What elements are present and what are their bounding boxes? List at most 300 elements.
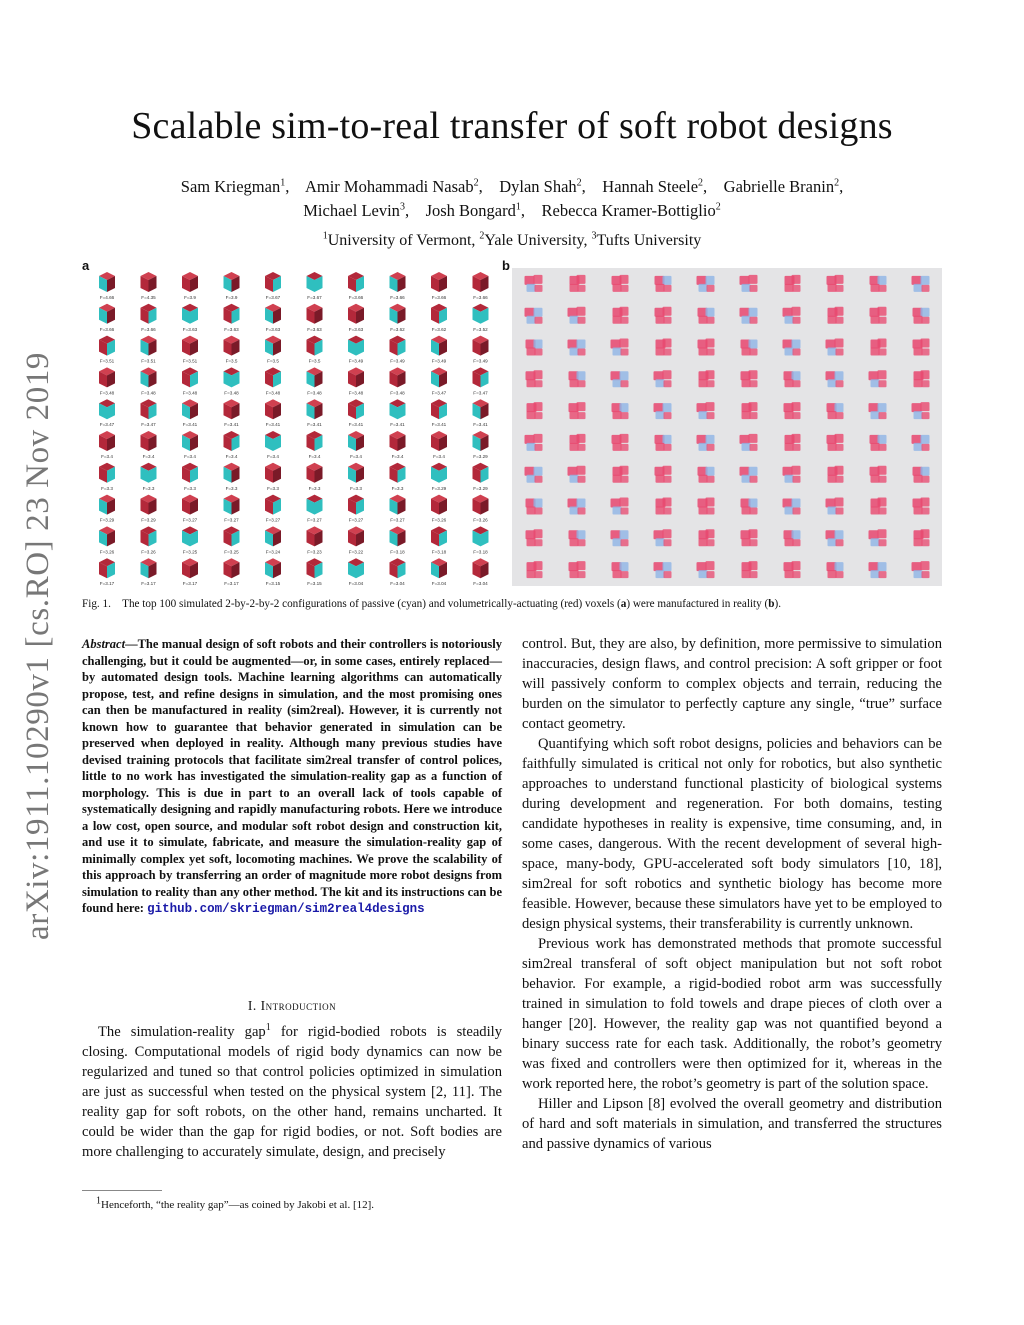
robot-photo <box>740 275 758 292</box>
fitness-label: F=3.63 <box>182 326 198 332</box>
robot-photo <box>826 498 844 515</box>
voxel-design <box>182 431 198 459</box>
fitness-label: F=3.41 <box>224 422 239 428</box>
voxel-design <box>348 431 364 459</box>
fitness-label: F=3.48 <box>99 390 115 396</box>
voxel-design <box>99 463 115 491</box>
voxel-design <box>431 336 447 364</box>
robot-photo <box>870 435 887 451</box>
voxel-design <box>99 336 115 364</box>
robot-photo <box>784 561 801 578</box>
robot-photo <box>740 308 758 324</box>
panel-b-label: b <box>502 258 510 273</box>
fitness-label: F=3.27 <box>307 517 322 523</box>
fitness-label: F=3.3 <box>267 485 279 491</box>
robot-photo <box>912 276 930 292</box>
voxel-design <box>224 367 240 395</box>
voxel-design <box>348 336 364 364</box>
fitness-label: F=3.9 <box>184 295 196 300</box>
robot-photo <box>869 403 887 419</box>
voxel-design <box>390 399 406 427</box>
robot-photo <box>869 529 887 546</box>
fitness-label: F=3.15 <box>265 581 281 587</box>
voxel-design <box>265 272 281 300</box>
voxel-design <box>224 526 240 554</box>
robot-photo <box>913 308 930 324</box>
robot-photo <box>869 370 887 387</box>
voxel-design <box>99 399 115 427</box>
fitness-label: F=3.48 <box>265 390 281 396</box>
voxel-design <box>141 526 157 554</box>
voxel-design <box>224 336 240 364</box>
robot-photo <box>612 434 629 451</box>
voxel-design <box>431 272 447 300</box>
voxel-design <box>224 431 240 459</box>
robot-photo <box>697 402 715 419</box>
fitness-label: F=3.67 <box>307 295 322 300</box>
voxel-design <box>390 431 406 459</box>
voxel-design <box>265 463 281 491</box>
fitness-label: F=3.29 <box>473 485 488 491</box>
voxel-design <box>99 526 115 554</box>
robot-photo <box>741 340 758 356</box>
voxel-design <box>348 304 364 332</box>
voxel-design <box>390 272 406 300</box>
figure-caption: Fig. 1. The top 100 simulated 2-by-2-by-2 configurations of passive (cyan) and volumetrically-actuating (red) voxels (a) were manufactured in reality (b). <box>82 598 782 610</box>
voxel-design <box>431 367 447 395</box>
fitness-label: F=3.63 <box>348 326 364 332</box>
voxel-design <box>390 558 406 586</box>
voxel-design <box>307 304 323 332</box>
fitness-label: F=3.25 <box>224 549 239 555</box>
abstract: Abstract—The manual design of soft robots and their controllers is notoriously challenging, but it could be augmented—or, in some cases, entirely replaced—by automated design tools. Machine learning algorithms can automatically propose, test, and refine designs in simulation, and the most promising ones can then be manufactured in reality (sim2real). However, it is currently not known how to guarantee that behavior generated in simulation can be preserved when deployed in reality. Although many previous studies have devised training protocols that facilitate sim2real transfer of control polices, little to no work has investigated the simulation-reality gap as a function of morphology. This is due in part to an overall lack of tools capable of systematically designing and rapidly manufacturing robots. Here we introduce a low cost, open source, and modular soft robot design and construction kit, and use it to simulate, fabricate, and measure the simulation-reality gap of minimally complex yet soft, locomoting machines. We prove the scalability of this approach by transferring an order of magnitude more robot designs from simulation to reality than any other method. The kit and its instructions can be found here: github.com/skriegman/sim2real4designs <box>82 637 502 916</box>
fitness-label: F=3.41 <box>307 422 322 428</box>
voxel-design <box>224 272 240 300</box>
robot-photo <box>569 371 586 387</box>
robot-photo <box>612 275 629 292</box>
voxel-design <box>307 463 323 491</box>
fitness-label: F=3.26 <box>141 549 156 555</box>
fitness-label: F=3.27 <box>348 517 364 523</box>
robot-photo <box>827 434 844 451</box>
fitness-label: F=3.52 <box>473 326 488 332</box>
author: Sam Kriegman <box>180 177 281 196</box>
voxel-design <box>265 399 281 427</box>
robot-photo <box>612 562 629 578</box>
fitness-label: F=3.22 <box>348 549 364 555</box>
fitness-label: F=3.63 <box>224 326 239 332</box>
fitness-label: F=3.4 <box>267 454 279 459</box>
robot-photo <box>654 529 672 546</box>
fitness-label: F=3.26 <box>473 517 488 523</box>
fitness-label: F=3.48 <box>307 390 322 396</box>
robot-photo <box>913 467 930 483</box>
voxel-design <box>348 526 364 554</box>
fitness-label: F=3.4 <box>308 454 321 459</box>
fitness-label: F=3.47 <box>431 390 447 396</box>
robot-photo <box>740 467 758 483</box>
fitness-label: F=3.41 <box>390 422 405 428</box>
fitness-label: F=3.27 <box>224 517 239 523</box>
fitness-label: F=3.3 <box>142 485 155 491</box>
voxel-design <box>307 336 323 364</box>
abstract-label: Abstract <box>82 637 126 651</box>
fitness-label: F=3.67 <box>265 295 281 300</box>
fitness-label: F=3.41 <box>431 422 447 428</box>
robot-photo <box>611 498 629 515</box>
voxel-design <box>99 431 115 459</box>
robot-photo <box>912 402 930 419</box>
voxel-design <box>307 558 323 586</box>
fitness-label: F=3.17 <box>99 581 115 587</box>
voxel-design <box>348 399 364 427</box>
fitness-label: F=3.49 <box>348 358 364 364</box>
voxel-design <box>182 495 198 523</box>
affiliations: $^1$University of Vermont, $^2$Yale University, $^3$Tufts University <box>322 230 702 249</box>
footnote: $^1$Henceforth, “the reality gap”—as coined by Jakobi et al. [12]. <box>96 1195 375 1211</box>
author: Josh Bongard <box>425 201 516 220</box>
voxel-design <box>473 463 489 491</box>
robot-photo <box>526 340 543 356</box>
voxel-design <box>390 495 406 523</box>
robot-photo <box>525 434 543 451</box>
fitness-label: F=3.48 <box>390 390 405 396</box>
voxel-design <box>99 304 115 332</box>
fitness-label: F=3.18 <box>431 549 447 555</box>
fitness-label: F=3.41 <box>348 422 364 428</box>
robot-photo <box>912 435 930 451</box>
voxel-design <box>473 526 489 554</box>
fitness-label: F=3.48 <box>182 390 198 396</box>
voxel-design <box>431 431 447 459</box>
robot-photo <box>912 561 930 578</box>
robot-photo <box>741 499 758 515</box>
voxel-design <box>390 526 406 554</box>
fitness-label: F=3.9 <box>225 295 238 300</box>
fitness-label: F=3.04 <box>390 581 405 587</box>
author: Hannah Steele <box>602 177 699 196</box>
fitness-label: F=3.17 <box>182 581 198 587</box>
robot-photo <box>655 307 672 324</box>
voxel-design <box>431 304 447 332</box>
robot-photo <box>783 466 801 483</box>
voxel-design <box>141 431 157 459</box>
voxel-design <box>265 526 281 554</box>
fitness-label: F=3.66 <box>390 295 405 300</box>
fitness-label: F=3.62 <box>431 326 447 332</box>
footnote-rule <box>82 1190 162 1191</box>
robot-photo <box>525 467 543 483</box>
robot-photo <box>826 530 844 546</box>
author: Rebecca Kramer-Bottiglio <box>541 201 716 220</box>
robot-photo <box>611 530 629 546</box>
fitness-label: F=3.41 <box>265 422 281 428</box>
robot-photo <box>914 529 930 546</box>
fitness-label: F=3.18 <box>390 549 405 555</box>
robot-photo <box>871 339 887 356</box>
robot-photo <box>871 498 887 515</box>
voxel-design <box>99 558 115 586</box>
fitness-label: F=3.17 <box>141 581 156 587</box>
robot-photo <box>828 466 844 483</box>
fitness-label: F=3.47 <box>473 390 488 396</box>
robot-photo <box>568 466 586 483</box>
voxel-design <box>431 526 447 554</box>
robot-photo <box>742 561 758 578</box>
robot-photo <box>741 370 758 387</box>
voxel-design <box>141 558 157 586</box>
author: Amir Mohammadi Nasab <box>304 177 474 196</box>
voxel-design <box>473 495 489 523</box>
robot-photo <box>568 340 586 356</box>
robot-photo <box>612 403 629 419</box>
fitness-label: F=3.3 <box>308 485 321 491</box>
robot-photo <box>570 275 586 292</box>
robot-photo <box>827 562 844 578</box>
fitness-label: F=3.29 <box>99 517 115 523</box>
author: Gabrielle Branin <box>723 177 835 196</box>
voxel-design <box>182 399 198 427</box>
physical-robots-photo-grid <box>512 268 942 586</box>
robot-photo <box>569 402 586 419</box>
fitness-label: F=3.62 <box>390 326 405 332</box>
voxel-design <box>265 336 281 364</box>
fitness-label: F=3.48 <box>348 390 364 396</box>
robot-photo <box>742 402 758 419</box>
robot-photo <box>784 402 801 419</box>
robot-photo <box>698 498 715 515</box>
voxel-design <box>307 399 323 427</box>
robot-photo <box>611 371 629 387</box>
robot-photo <box>783 340 801 356</box>
fitness-label: F=3.4 <box>391 454 404 459</box>
voxel-design <box>473 399 489 427</box>
right-column-text: control. But, they are also, by definition, more permissive to simulation inaccuracies, design flaws, and control precision: A soft gripper or foot will passively conform to complex objects and terrain, reducing the burden on the simulator to perfectly capture any single, “true” surface contact geometry. Quantifying which soft robot designs, policies and behaviors can be faithfully simulated is critical not only for robotics, but also synthetic approaches to understand functional plasticity of biological systems during development and regeneration. For both domains, testing candidate hypotheses in reality is expensive, time consuming, and, in some cases, dangerous. With the recent development of several high-space, many-body, GPU-accelerated soft body simulators [10, 18], sim2real for soft robotics and synthetic biology has become more feasible. However, because these simulators have yet to be employed to design physical systems, their transferability is currently unknown. Previous work has demonstrated methods that promote successful sim2real transferal of soft object manipulation but not soft robot behavior. For example, a rigid-bodied robot arm was successfully trained in simulation to fold towels and drape pieces of cloth over a hanger [20]. However, the reality gap was not quantified beyond a binary success rate for each task. Additionally, the robot’s geometry was fixed and controllers were then optimized for it, whereas in the work reported here, the robot’s geometry is part of the solution space. Hiller and Lipson [8] evolved the overall geometry and distribution of hard and soft materials in simulation, and transferred the structures and passive dynamics of various <box>522 636 942 1152</box>
robot-photo <box>526 370 543 387</box>
robot-photo <box>526 529 543 546</box>
robot-photo <box>826 339 844 356</box>
fitness-label: F=3.4 <box>433 454 445 459</box>
fitness-label: F=3.04 <box>348 581 364 587</box>
voxel-design <box>182 463 198 491</box>
fitness-label: F=3.25 <box>182 549 198 555</box>
fitness-label: F=3.66 <box>348 295 364 300</box>
fitness-label: F=3.29 <box>141 517 156 523</box>
fitness-label: F=3.3 <box>350 485 362 491</box>
fitness-label: F=3.47 <box>141 422 156 428</box>
voxel-design <box>182 367 198 395</box>
robot-photo <box>783 307 801 324</box>
fitness-label: F=3.26 <box>431 517 447 523</box>
fitness-label: F=3.27 <box>390 517 405 523</box>
intro-text: The simulation-reality gap$^1$ for rigid-bodied robots is steadily closing. Computational models of rigid body dynamics can now be regularized and tuned so that control policies optimized in simulation are just as successful when tested on the physical system [2, 11]. The reality gap for soft robots, on the other hand, remains uncharted. It could be wider than the gap for rigid bodies, or not. Soft bodies are more challenging to accurately simulate, design, and precisely <box>82 1022 502 1160</box>
voxel-design <box>99 367 115 395</box>
fitness-label: F=3.4 <box>101 454 113 459</box>
fitness-label: F=3.66 <box>473 295 488 300</box>
github-link[interactable]: github.com/skriegman/sim2real4designs <box>147 902 425 916</box>
arxiv-side-label: arXiv:1911.10290v1 [cs.RO] 23 Nov 2019 <box>20 351 56 940</box>
voxel-design <box>141 463 157 491</box>
voxel-design <box>307 495 323 523</box>
voxel-design <box>473 336 489 364</box>
robot-photo <box>913 498 930 515</box>
voxel-design <box>473 431 489 459</box>
robot-photo <box>527 561 543 578</box>
fitness-label: F=3.49 <box>431 358 447 364</box>
author: Michael Levin <box>303 201 400 220</box>
voxel-design <box>265 304 281 332</box>
robot-photo <box>740 434 758 451</box>
robot-photo <box>655 276 672 292</box>
robot-photo <box>870 307 887 324</box>
robot-photo <box>525 308 543 324</box>
author-line-2: Michael Levin$^3$, Josh Bongard$^1$, Rebecca Kramer-Bottiglio$^2$ <box>303 201 721 220</box>
fitness-label: F=3.27 <box>182 517 198 523</box>
fitness-label: F=3.04 <box>431 581 447 587</box>
robot-photo <box>697 561 715 578</box>
robot-photo <box>527 402 543 419</box>
voxel-design <box>141 304 157 332</box>
voxel-design <box>473 558 489 586</box>
voxel-design <box>348 495 364 523</box>
fitness-label: F=3.4 <box>184 454 196 459</box>
fitness-label: F=3.3 <box>225 485 238 491</box>
robot-photo <box>914 370 930 387</box>
voxel-design <box>390 463 406 491</box>
author: Dylan Shah <box>499 177 577 196</box>
voxel-design <box>224 495 240 523</box>
robot-photo <box>870 466 887 483</box>
robot-photo <box>870 276 887 292</box>
voxel-design <box>473 367 489 395</box>
fitness-label: F=3.4 <box>350 454 362 459</box>
fitness-label: F=3.29 <box>431 485 447 491</box>
robot-photo <box>654 562 672 578</box>
fitness-label: F=3.18 <box>473 549 488 555</box>
fitness-label: F=3.3 <box>101 485 113 491</box>
voxel-design <box>265 367 281 395</box>
voxel-design <box>182 336 198 364</box>
fitness-label: F=3.26 <box>99 549 115 555</box>
voxel-design <box>390 367 406 395</box>
fitness-label: F=3.63 <box>265 326 281 332</box>
robot-photo <box>699 370 715 387</box>
voxel-design <box>141 367 157 395</box>
voxel-design <box>473 304 489 332</box>
simulated-designs-grid <box>85 270 500 588</box>
robot-photo <box>827 275 844 292</box>
voxel-design <box>348 558 364 586</box>
fitness-label: F=3.29 <box>473 454 488 459</box>
voxel-design <box>265 495 281 523</box>
robot-photo <box>828 307 844 324</box>
paper-title: Scalable sim-to-real transfer of soft robot designs <box>131 105 893 147</box>
robot-photo <box>785 275 801 292</box>
fitness-label: F=3.66 <box>141 326 156 332</box>
fitness-label: F=3.23 <box>307 549 322 555</box>
fitness-label: F=3.17 <box>224 581 239 587</box>
robot-photo <box>656 498 672 515</box>
fitness-label: F=3.3 <box>391 485 404 491</box>
fitness-label: F=3.66 <box>431 295 447 300</box>
robot-photo <box>654 403 672 419</box>
voxel-design <box>224 558 240 586</box>
fitness-label: F=3.41 <box>473 422 488 428</box>
voxel-design <box>348 272 364 300</box>
voxel-design <box>265 558 281 586</box>
robot-photo <box>611 339 629 356</box>
robot-photo <box>698 339 715 356</box>
robot-photo <box>785 434 801 451</box>
voxel-design <box>224 463 240 491</box>
voxel-design <box>141 272 157 300</box>
robot-photo <box>869 562 887 578</box>
fitness-label: F=3.66 <box>99 326 115 332</box>
fitness-label: F=3.47 <box>99 422 115 428</box>
fitness-label: F=3.48 <box>141 390 156 396</box>
robot-photo <box>568 307 586 324</box>
voxel-design <box>431 558 447 586</box>
voxel-design <box>182 526 198 554</box>
voxel-design <box>431 495 447 523</box>
robot-photo <box>656 339 672 356</box>
voxel-design <box>307 431 323 459</box>
voxel-design <box>182 558 198 586</box>
voxel-design <box>348 463 364 491</box>
voxel-design <box>473 272 489 300</box>
fitness-label: F=3.3 <box>184 485 196 491</box>
fitness-label: F=3.49 <box>390 358 405 364</box>
voxel-design <box>431 463 447 491</box>
robot-photo <box>826 371 844 387</box>
robot-photo <box>784 371 801 387</box>
voxel-design <box>99 495 115 523</box>
voxel-design <box>431 399 447 427</box>
robot-photo <box>613 307 629 324</box>
panel-a-label: a <box>82 258 90 273</box>
voxel-design <box>141 399 157 427</box>
robot-photo <box>655 466 672 483</box>
fitness-label: F=3.24 <box>265 549 281 555</box>
fitness-label: F=3.51 <box>141 358 156 364</box>
fitness-label: F=3.27 <box>265 517 281 523</box>
voxel-design <box>390 304 406 332</box>
voxel-design <box>141 495 157 523</box>
voxel-design <box>224 304 240 332</box>
robot-photo <box>526 499 543 515</box>
fitness-label: F=3.51 <box>182 358 198 364</box>
robot-photo <box>697 276 715 292</box>
fitness-label: F=3.48 <box>224 390 239 396</box>
robot-photo <box>569 561 586 578</box>
robot-photo <box>613 466 629 483</box>
voxel-design <box>348 367 364 395</box>
robot-photo <box>783 499 801 515</box>
robot-photo <box>698 308 715 324</box>
robot-photo <box>570 434 586 451</box>
voxel-design <box>99 272 115 300</box>
fitness-label: F=3.51 <box>99 358 115 364</box>
fitness-label: F=3.4 <box>142 454 155 459</box>
robot-photo <box>654 370 672 387</box>
robot-photo <box>741 529 758 546</box>
author-line-1: Sam Kriegman$^1$, Amir Mohammadi Nasab$^2$, Dylan Shah$^2$, Hannah Steele$^2$, Gabrielle Branin$^2$, <box>180 177 844 196</box>
robot-photo <box>655 435 672 451</box>
fitness-label: F=3.41 <box>182 422 198 428</box>
robot-photo <box>913 339 930 356</box>
voxel-design <box>307 272 323 300</box>
fitness-label: F=3.63 <box>307 326 322 332</box>
